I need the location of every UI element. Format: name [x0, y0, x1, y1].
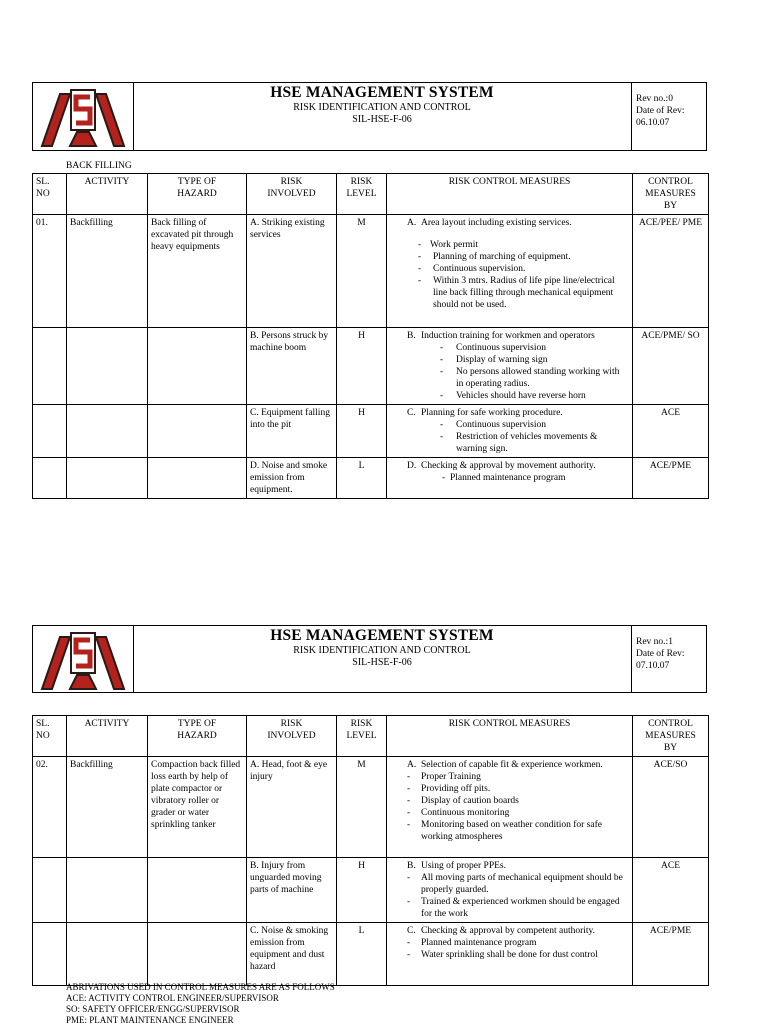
col-sl: SL. NO — [33, 716, 67, 757]
rev-no: Rev no.:1 — [636, 637, 673, 647]
by-cell: ACE — [633, 858, 709, 923]
table-row — [33, 858, 709, 923]
by-cell: ACE — [633, 405, 709, 458]
company-logo — [33, 83, 134, 150]
measures-cell: B. Induction training for workmen and operators - Continuous supervision - Display of warning sign - No persons allowed standing working with in operating radius. - Vehicles should have reverse horn — [387, 328, 633, 405]
by-cell: ACE/PME — [633, 458, 709, 499]
risk-cell: C. Noise & smoking emission from equipment and dust hazard — [247, 923, 337, 986]
activity-cell: Backfilling — [67, 757, 148, 858]
abbreviations-note — [66, 982, 335, 1026]
header-code: SIL-HSE-F-06 — [352, 657, 412, 668]
measures-cell: C. Planning for safe working procedure. - Continuous supervision - Restriction of vehicles movements & warning sign. — [387, 405, 633, 458]
revision-block — [632, 83, 706, 150]
form-header-1 — [32, 82, 707, 151]
measures-cell: C. Checking & approval by competent authority. - Planned maintenance program - Water sprinkling shall be done for dust control — [387, 923, 633, 986]
risk-cell: C. Equipment falling into the pit — [247, 405, 337, 458]
abbr-heading: ABRIVATIONS USED IN CONTROL MEASURES ARE AS FOLLOWS — [66, 982, 335, 992]
table-row — [33, 757, 709, 858]
sl-no: 01. — [33, 215, 67, 328]
risk-cell: B. Persons struck by machine boom — [247, 328, 337, 405]
abbr-line: SO: SAFETY OFFICER/ENGG/SUPERVISOR — [66, 1004, 240, 1014]
risk-cell: B. Injury from unguarded moving parts of machine — [247, 858, 337, 923]
header-title-block — [133, 83, 632, 150]
by-cell: ACE/SO — [633, 757, 709, 858]
col-type-of-hazard: TYPE OF HAZARD — [148, 174, 247, 215]
header-title: HSE MANAGEMENT SYSTEM — [270, 627, 494, 644]
col-risk-involved: RISK INVOLVED — [247, 716, 337, 757]
header-subtitle: RISK IDENTIFICATION AND CONTROL — [293, 645, 471, 656]
level-cell: M — [337, 757, 387, 858]
table-row — [33, 328, 709, 405]
risk-cell: A. Striking existing services — [247, 215, 337, 328]
col-activity: ACTIVITY — [67, 174, 148, 215]
col-risk-involved: RISK INVOLVED — [247, 174, 337, 215]
revision-block — [632, 626, 706, 692]
table-row — [33, 405, 709, 458]
risk-table-2 — [32, 715, 709, 986]
rev-date: 07.10.07 — [636, 661, 670, 671]
risk-cell: D. Noise and smoke emission from equipment. — [247, 458, 337, 499]
rev-date-label: Date of Rev: — [636, 649, 685, 659]
level-cell: L — [337, 923, 387, 986]
level-cell: H — [337, 405, 387, 458]
col-sl: SL. NO — [33, 174, 67, 215]
risk-cell: A. Head, foot & eye injury — [247, 757, 337, 858]
col-type-of-hazard: TYPE OF HAZARD — [148, 716, 247, 757]
logo-graphic-icon — [40, 88, 126, 148]
section-caption: BACK FILLING — [66, 161, 132, 171]
col-control-measures: RISK CONTROL MEASURES — [387, 716, 633, 757]
col-risk-level: RISK LEVEL — [337, 716, 387, 757]
abbr-line: PME: PLANT MAINTENANCE ENGINEER — [66, 1015, 234, 1025]
table-row — [33, 458, 709, 499]
by-cell: ACE/PEE/ PME — [633, 215, 709, 328]
table-row — [33, 923, 709, 986]
sl-no: 02. — [33, 757, 67, 858]
measures-cell: A. Selection of capable fit & experience workmen. - Proper Training - Providing off pits. - Display of caution boards - Continuous monitoring - Monitoring based on weather condition for safe working atmospheres — [387, 757, 633, 858]
rev-date: 06.10.07 — [636, 118, 670, 128]
table-header-row — [33, 174, 709, 215]
rev-no: Rev no.:0 — [636, 94, 673, 104]
col-activity: ACTIVITY — [67, 716, 148, 757]
table-row — [33, 215, 709, 328]
abbr-line: ACE: ACTIVITY CONTROL ENGINEER/SUPERVISOR — [66, 993, 279, 1003]
by-cell: ACE/PME — [633, 923, 709, 986]
col-measures-by: CONTROL MEASURES BY — [633, 716, 709, 757]
risk-table-1 — [32, 173, 709, 499]
header-title-block — [133, 626, 632, 692]
level-cell: M — [337, 215, 387, 328]
measures-cell: A. Area layout including existing services. - Work permit - Planning of marching of equipment. - Continuous supervision. - Within 3 mtrs. Radius of life pipe line/electrical line back filling through mechanical equipment should not be used. — [387, 215, 633, 328]
table-header-row — [33, 716, 709, 757]
level-cell: H — [337, 328, 387, 405]
hazard-cell: Back filling of excavated pit through heavy equipments — [148, 215, 247, 328]
measures-cell: D. Checking & approval by movement authority. - Planned maintenance program — [387, 458, 633, 499]
header-subtitle: RISK IDENTIFICATION AND CONTROL — [293, 102, 471, 113]
activity-cell: Backfilling — [67, 215, 148, 328]
company-logo — [33, 626, 134, 692]
level-cell: L — [337, 458, 387, 499]
form-header-2 — [32, 625, 707, 693]
header-code: SIL-HSE-F-06 — [352, 114, 412, 125]
col-measures-by: CONTROL MEASURES BY — [633, 174, 709, 215]
by-cell: ACE/PME/ SO — [633, 328, 709, 405]
hazard-cell: Compaction back filled loss earth by help of plate compactor or vibratory roller or grader or water sprinkling tanker — [148, 757, 247, 858]
header-title: HSE MANAGEMENT SYSTEM — [270, 84, 494, 101]
logo-graphic-icon — [40, 631, 126, 691]
measures-cell: B. Using of proper PPEs. - All moving parts of mechanical equipment should be properly guarded. - Trained & experienced workmen should be engaged for the work — [387, 858, 633, 923]
col-risk-level: RISK LEVEL — [337, 174, 387, 215]
col-control-measures: RISK CONTROL MEASURES — [387, 174, 633, 215]
level-cell: H — [337, 858, 387, 923]
rev-date-label: Date of Rev: — [636, 106, 685, 116]
